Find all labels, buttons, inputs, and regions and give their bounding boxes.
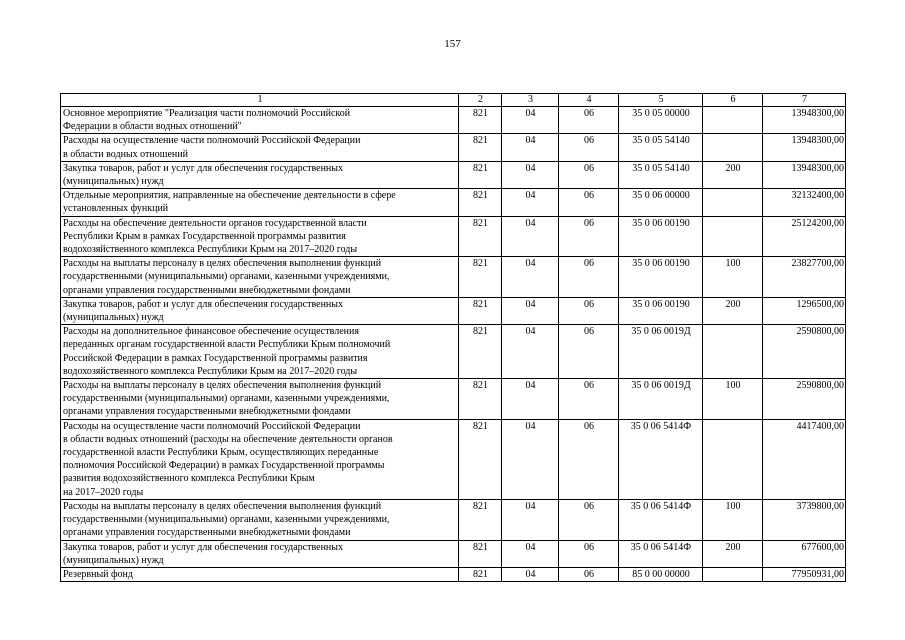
cell-vr: 100	[703, 257, 763, 298]
cell-vr: 200	[703, 161, 763, 188]
cell-sum: 677600,00	[763, 540, 846, 567]
row-name	[61, 379, 459, 420]
cell-pr: 06	[559, 161, 619, 188]
cell-pr: 06	[559, 189, 619, 216]
row-name-line: переданных органам государственной власти Республики Крым полномочий	[63, 339, 391, 351]
row-name-line: государственной власти Республики Крым, осуществляющих переданные	[63, 447, 379, 459]
cell-gr: 821	[459, 216, 502, 257]
table-row	[61, 297, 846, 324]
cell-gr: 821	[459, 107, 502, 134]
row-name-line: в области водных отношений (расходы на обеспечение деятельности органов	[63, 433, 393, 445]
cell-vr	[703, 189, 763, 216]
cell-csr: 35 0 06 00190	[619, 297, 703, 324]
table-row	[61, 134, 846, 161]
row-name-line: Закупка товаров, работ и услуг для обеспечения государственных	[63, 298, 344, 310]
row-name-line: (муниципальных) нужд	[63, 554, 164, 566]
row-name-line: водохозяйственного комплекса Республики Крым на 2017–2020 годы	[63, 365, 358, 377]
cell-csr: 35 0 06 00190	[619, 257, 703, 298]
cell-vr	[703, 216, 763, 257]
cell-csr: 35 0 06 5414Ф	[619, 540, 703, 567]
row-name-line: Республики Крым в рамках Государственной программы развития	[63, 230, 346, 242]
row-name-line: водохозяйственного комплекса Республики Крым на 2017–2020 годы	[63, 244, 358, 256]
cell-gr: 821	[459, 567, 502, 581]
row-name-line: органами управления государственными внебюджетными фондами	[63, 406, 351, 418]
cell-sum: 77950931,00	[763, 567, 846, 581]
cell-sum: 32132400,00	[763, 189, 846, 216]
table-row	[61, 257, 846, 298]
cell-pr: 06	[559, 297, 619, 324]
table-row	[61, 567, 846, 581]
cell-csr: 35 0 06 00190	[619, 216, 703, 257]
row-name-line: развития водохозяйственного комплекса Республики Крым	[63, 473, 315, 485]
cell-pr: 06	[559, 540, 619, 567]
budget-table	[60, 93, 846, 582]
cell-rz: 04	[502, 379, 559, 420]
cell-csr: 35 0 06 5414Ф	[619, 499, 703, 540]
row-name-line: Закупка товаров, работ и услуг для обеспечения государственных	[63, 162, 344, 174]
row-name-line: Расходы на выплаты персоналу в целях обеспечения выполнения функций	[63, 500, 382, 512]
cell-rz: 04	[502, 216, 559, 257]
row-name-line: Расходы на осуществление части полномочий Российской Федерации	[63, 135, 361, 147]
cell-sum: 1296500,00	[763, 297, 846, 324]
cell-csr: 35 0 05 00000	[619, 107, 703, 134]
row-name-line: государственными (муниципальными) органами, казенными учреждениями,	[63, 393, 390, 405]
row-name-line: органами управления государственными внебюджетными фондами	[63, 527, 351, 539]
cell-rz: 04	[502, 161, 559, 188]
row-name	[61, 107, 459, 134]
row-name-line: (муниципальных) нужд	[63, 176, 164, 188]
row-name-line: Основное мероприятие "Реализация части полномочий Российской	[63, 108, 351, 119]
row-name	[61, 540, 459, 567]
cell-sum: 25124200,00	[763, 216, 846, 257]
row-name-line: государственными (муниципальными) органами, казенными учреждениями,	[63, 514, 390, 526]
table-row	[61, 499, 846, 540]
cell-vr: 200	[703, 540, 763, 567]
cell-gr: 821	[459, 540, 502, 567]
cell-pr: 06	[559, 325, 619, 379]
cell-sum: 4417400,00	[763, 419, 846, 499]
header-row	[61, 94, 846, 107]
row-name-line: Российской Федерации в рамках Государственной программы развития	[63, 352, 368, 364]
row-name-line: полномочия Российской Федерации) в рамках Государственной программы	[63, 460, 385, 472]
row-name	[61, 419, 459, 499]
row-name	[61, 499, 459, 540]
row-name-line: Расходы на выплаты персоналу в целях обеспечения выполнения функций	[63, 380, 382, 392]
row-name	[61, 189, 459, 216]
cell-rz: 04	[502, 134, 559, 161]
cell-rz: 04	[502, 567, 559, 581]
column-header: 6	[703, 94, 763, 107]
cell-sum: 23827700,00	[763, 257, 846, 298]
cell-sum: 3739800,00	[763, 499, 846, 540]
table-row	[61, 216, 846, 257]
cell-sum: 2590800,00	[763, 379, 846, 420]
column-header: 4	[559, 94, 619, 107]
cell-pr: 06	[559, 419, 619, 499]
table-row	[61, 189, 846, 216]
cell-sum: 2590800,00	[763, 325, 846, 379]
cell-pr: 06	[559, 107, 619, 134]
cell-sum: 13948300,00	[763, 134, 846, 161]
cell-gr: 821	[459, 189, 502, 216]
cell-gr: 821	[459, 325, 502, 379]
row-name-line: Расходы на дополнительное финансовое обеспечение осуществления	[63, 326, 359, 338]
table-row	[61, 107, 846, 134]
cell-gr: 821	[459, 379, 502, 420]
column-header: 2	[459, 94, 502, 107]
row-name-line: Федерации в области водных отношений"	[63, 121, 242, 133]
row-name	[61, 325, 459, 379]
row-name	[61, 297, 459, 324]
cell-sum: 13948300,00	[763, 107, 846, 134]
cell-csr: 35 0 05 54140	[619, 161, 703, 188]
cell-gr: 821	[459, 419, 502, 499]
cell-vr: 100	[703, 499, 763, 540]
cell-vr	[703, 567, 763, 581]
cell-gr: 821	[459, 257, 502, 298]
cell-vr: 200	[703, 297, 763, 324]
row-name-line: Расходы на выплаты персоналу в целях обеспечения выполнения функций	[63, 258, 382, 270]
cell-rz: 04	[502, 419, 559, 499]
cell-csr: 85 0 00 00000	[619, 567, 703, 581]
row-name	[61, 567, 459, 581]
row-name-line: Отдельные мероприятия, направленные на обеспечение деятельности в сфере	[63, 190, 396, 202]
row-name-line: (муниципальных) нужд	[63, 312, 164, 324]
row-name-line: органами управления государственными внебюджетными фондами	[63, 284, 351, 296]
row-name-line: Закупка товаров, работ и услуг для обеспечения государственных	[63, 541, 344, 553]
table-row	[61, 379, 846, 420]
cell-rz: 04	[502, 107, 559, 134]
cell-rz: 04	[502, 189, 559, 216]
cell-sum: 13948300,00	[763, 161, 846, 188]
row-name-line: Расходы на осуществление части полномочий Российской Федерации	[63, 420, 361, 432]
cell-gr: 821	[459, 499, 502, 540]
cell-pr: 06	[559, 257, 619, 298]
column-header: 1	[61, 94, 459, 107]
row-name	[61, 257, 459, 298]
row-name-line: на 2017–2020 годы	[63, 486, 144, 498]
cell-rz: 04	[502, 499, 559, 540]
row-name-line: в области водных отношений	[63, 148, 188, 160]
row-name	[61, 134, 459, 161]
table-row	[61, 540, 846, 567]
cell-rz: 04	[502, 257, 559, 298]
row-name	[61, 161, 459, 188]
cell-vr	[703, 325, 763, 379]
row-name-line: установленных функций	[63, 203, 169, 215]
cell-pr: 06	[559, 379, 619, 420]
cell-csr: 35 0 06 0019Д	[619, 379, 703, 420]
column-header: 7	[763, 94, 846, 107]
cell-pr: 06	[559, 216, 619, 257]
table-row	[61, 325, 846, 379]
column-header: 3	[502, 94, 559, 107]
cell-pr: 06	[559, 134, 619, 161]
cell-csr: 35 0 06 00000	[619, 189, 703, 216]
row-name-line: Расходы на обеспечение деятельности органов государственной власти	[63, 217, 367, 229]
table-row	[61, 161, 846, 188]
row-name-line: государственными (муниципальными) органами, казенными учреждениями,	[63, 271, 390, 283]
cell-vr: 100	[703, 379, 763, 420]
cell-gr: 821	[459, 161, 502, 188]
cell-vr	[703, 134, 763, 161]
cell-vr	[703, 107, 763, 134]
cell-gr: 821	[459, 134, 502, 161]
cell-gr: 821	[459, 297, 502, 324]
cell-vr	[703, 419, 763, 499]
cell-csr: 35 0 06 5414Ф	[619, 419, 703, 499]
table-row	[61, 419, 846, 499]
cell-rz: 04	[502, 325, 559, 379]
cell-pr: 06	[559, 567, 619, 581]
cell-csr: 35 0 05 54140	[619, 134, 703, 161]
page-number: 157	[444, 38, 461, 50]
cell-pr: 06	[559, 499, 619, 540]
cell-rz: 04	[502, 297, 559, 324]
cell-csr: 35 0 06 0019Д	[619, 325, 703, 379]
row-name	[61, 216, 459, 257]
row-name-line: Резервный фонд	[63, 568, 133, 580]
column-header: 5	[619, 94, 703, 107]
cell-rz: 04	[502, 540, 559, 567]
